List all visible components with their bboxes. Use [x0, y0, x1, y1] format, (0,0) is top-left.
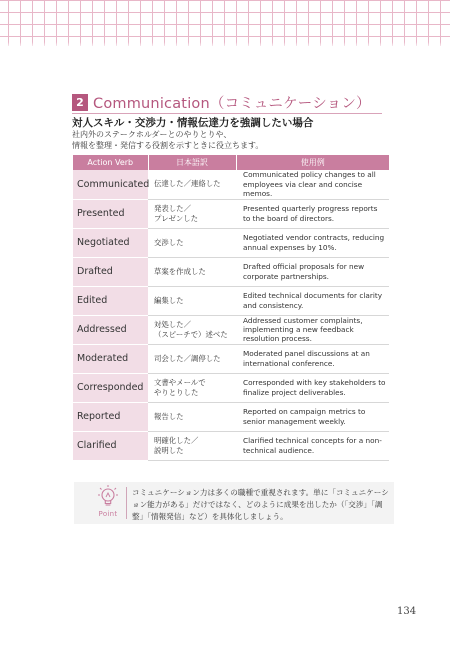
table-row — [73, 315, 389, 344]
title-underline — [72, 113, 382, 114]
example-cell: Negotiated vendor contracts, reducing annual expenses by 10%. — [236, 228, 389, 257]
verb-cell: Communicated — [73, 170, 148, 199]
section-heading: Communication（コミュニケーション） — [93, 95, 371, 112]
example-cell: Presented quarterly progress reports to the board of directors. — [236, 199, 389, 228]
point-badge — [88, 484, 128, 524]
example-cell: Moderated panel discussions at an international conference. — [236, 344, 389, 373]
table-row — [73, 170, 389, 199]
point-divider — [126, 487, 127, 519]
point-label: Point — [98, 510, 118, 518]
section-subtitle: 対人スキル・交渉力・情報伝達力を強調したい場合 — [72, 117, 314, 129]
table-row — [73, 373, 389, 402]
japanese-cell: 対処した／ （スピーチで）述べた — [148, 315, 236, 344]
japanese-cell: 明確化した／ 説明した — [148, 431, 236, 460]
japanese-cell: 司会した／調停した — [148, 344, 236, 373]
table-row — [73, 286, 389, 315]
verb-cell: Negotiated — [73, 228, 148, 257]
table-row — [73, 431, 389, 460]
table-row — [73, 199, 389, 228]
example-cell: Corresponded with key stakeholders to finalize project deliverables. — [236, 373, 389, 402]
verb-cell: Drafted — [73, 257, 148, 286]
header-japanese: 日本語訳 — [148, 155, 236, 170]
example-cell: Drafted official proposals for new corporate partnerships. — [236, 257, 389, 286]
action-verb-table — [73, 155, 389, 461]
japanese-cell: 報告した — [148, 402, 236, 431]
section-number-badge: 2 — [72, 94, 88, 111]
example-cell: Addressed customer complaints, implementing a new feedback resolution process. — [236, 315, 389, 344]
header-example: 使用例 — [236, 155, 389, 170]
table-row — [73, 257, 389, 286]
verb-cell: Corresponded — [73, 373, 148, 402]
verb-cell: Presented — [73, 199, 148, 228]
verb-cell: Edited — [73, 286, 148, 315]
section-title — [72, 92, 371, 112]
table-row — [73, 344, 389, 373]
example-cell: Clarified technical concepts for a non-technical audience. — [236, 431, 389, 460]
verb-cell: Moderated — [73, 344, 148, 373]
header-action-verb: Action Verb — [73, 155, 148, 170]
example-cell: Edited technical documents for clarity and consistency. — [236, 286, 389, 315]
japanese-cell: 交渉した — [148, 228, 236, 257]
japanese-cell: 編集した — [148, 286, 236, 315]
example-cell: Reported on campaign metrics to senior management weekly. — [236, 402, 389, 431]
japanese-cell: 草案を作成した — [148, 257, 236, 286]
table-header-row — [73, 155, 389, 170]
verb-cell: Reported — [73, 402, 148, 431]
japanese-cell: 文書やメールで やりとりした — [148, 373, 236, 402]
table-row — [73, 402, 389, 431]
grid-paper-header — [0, 0, 450, 46]
verb-cell: Clarified — [73, 431, 148, 460]
point-box — [74, 482, 394, 524]
page-number: 134 — [397, 606, 417, 617]
section-lead: 社内外のステークホルダーとのやりとりや、 情報を整理・発信する役割を示すときに役立ちます。 — [72, 130, 264, 150]
lightbulb-icon — [97, 484, 119, 510]
example-cell: Communicated policy changes to all employees via clear and concise memos. — [236, 170, 389, 199]
verb-cell: Addressed — [73, 315, 148, 344]
table-row — [73, 228, 389, 257]
point-text: コミュニケーション力は多くの職種で重視されます。単に「コミュニケーション能力がある」だけではなく、どのように成果を出したか（「交渉」「調整」「情報発信」など）を具体化しましょう。 — [132, 488, 389, 521]
japanese-cell: 発表した／ プレゼンした — [148, 199, 236, 228]
japanese-cell: 伝達した／連絡した — [148, 170, 236, 199]
